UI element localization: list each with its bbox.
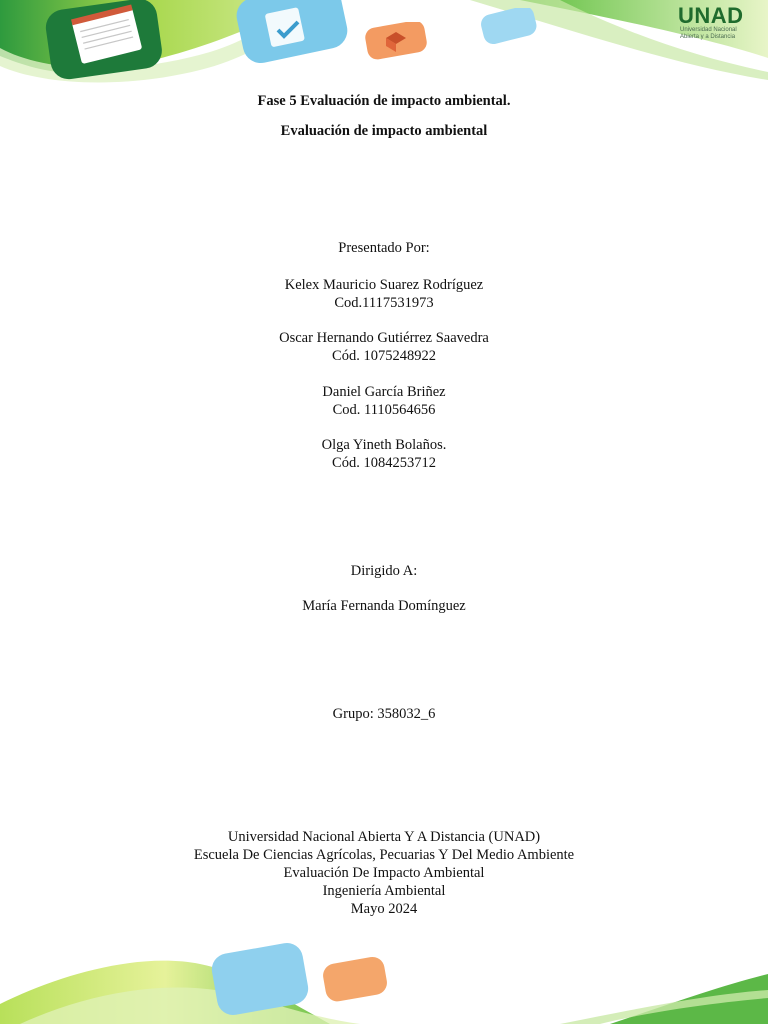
logo-subtitle-line-1: Universidad Nacional xyxy=(680,27,737,33)
group-code: Grupo: 358032_6 xyxy=(332,706,436,722)
author-name: Kelex Mauricio Suarez Rodríguez xyxy=(284,277,484,293)
director-name: María Fernanda Domínguez xyxy=(302,598,466,614)
author-code: Cód. 1084253712 xyxy=(332,455,436,471)
logo-subtitle-line-2: Abierta y a Distancia xyxy=(680,34,736,40)
author-name: Daniel García Briñez xyxy=(322,384,446,400)
footer-line: Ingeniería Ambiental xyxy=(322,883,446,899)
presented-by-label: Presentado Por: xyxy=(338,240,430,256)
footer-line: Evaluación De Impacto Ambiental xyxy=(283,865,485,881)
author-code: Cod.1117531973 xyxy=(334,295,434,311)
document-title: Fase 5 Evaluación de impacto ambiental. xyxy=(257,93,511,109)
directed-to-label: Dirigido A: xyxy=(350,563,418,579)
orange-tile-icon xyxy=(318,954,394,1004)
author-name: Oscar Hernando Gutiérrez Saavedra xyxy=(279,330,489,346)
author-name: Olga Yineth Bolaños. xyxy=(321,437,447,453)
author-code: Cod. 1110564656 xyxy=(332,402,436,418)
footer-line: Escuela De Ciencias Agrícolas, Pecuarias Y Del Medio Ambiente xyxy=(193,847,575,863)
footer-line: Universidad Nacional Abierta Y A Distancia (UNAD) xyxy=(227,829,541,845)
author-code: Cód. 1075248922 xyxy=(332,348,436,364)
footer-line: Mayo 2024 xyxy=(350,901,418,917)
logo-wordmark: UNAD xyxy=(678,3,744,28)
document-subtitle: Evaluación de impacto ambiental xyxy=(280,123,488,139)
blue-tile-icon xyxy=(206,942,316,1016)
